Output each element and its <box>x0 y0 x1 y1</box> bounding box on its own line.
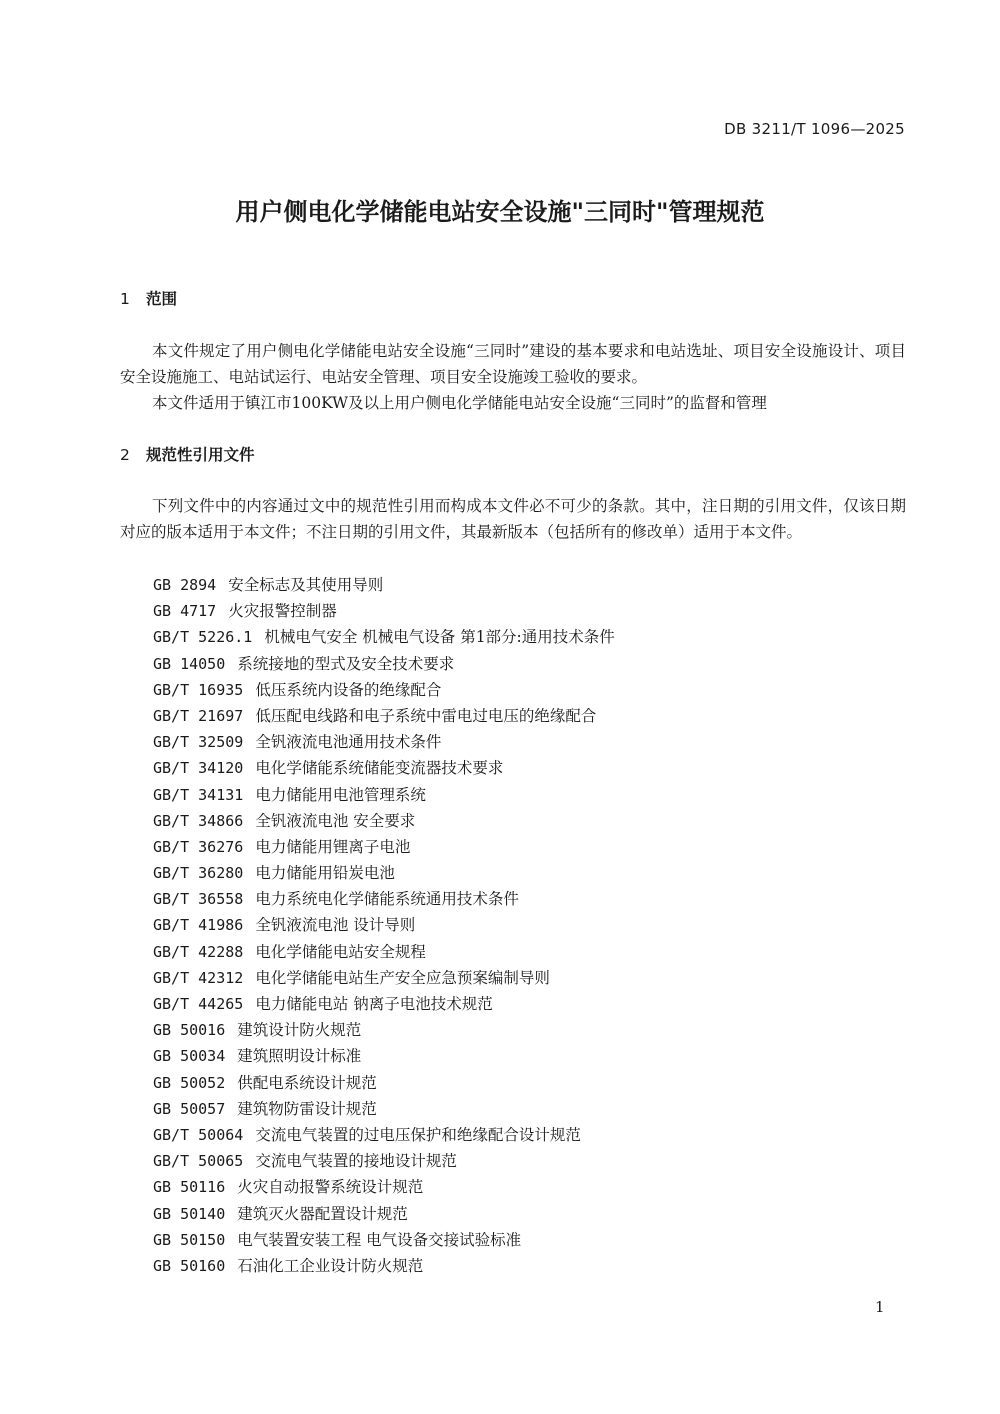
reference-title: 低压系统内设备的绝缘配合 <box>255 680 442 699</box>
reference-item <box>153 1253 615 1279</box>
document-title: 用户侧电化学储能电站安全设施"三同时"管理规范 <box>235 198 765 226</box>
reference-item <box>153 572 615 598</box>
reference-item <box>153 755 615 781</box>
reference-code: GB 2894 <box>153 576 217 594</box>
reference-item <box>153 729 615 755</box>
reference-item <box>153 991 615 1017</box>
reference-item <box>153 1227 615 1253</box>
reference-code: GB 50016 <box>153 1021 226 1040</box>
section-1-title: 范围 <box>146 290 178 308</box>
reference-title: 交流电气装置的过电压保护和绝缘配合设计规范 <box>255 1125 581 1144</box>
reference-code: GB/T 34131 <box>153 785 244 804</box>
reference-title: 电力储能用电池管理系统 <box>255 785 426 804</box>
reference-code: GB/T 5226.1 <box>153 628 253 647</box>
reference-code: GB/T 36280 <box>153 864 244 883</box>
reference-item <box>153 624 615 650</box>
reference-title: 石油化工企业设计防火规范 <box>237 1256 424 1275</box>
reference-item <box>153 1148 615 1174</box>
reference-title: 火灾自动报警系统设计规范 <box>237 1178 424 1197</box>
reference-code: GB/T 41986 <box>153 916 244 935</box>
reference-item <box>153 965 615 991</box>
reference-title: 建筑照明设计标准 <box>237 1047 362 1066</box>
reference-code: GB 50116 <box>153 1178 226 1197</box>
reference-code: GB/T 32509 <box>153 733 244 752</box>
reference-item <box>153 782 615 808</box>
reference-title: 系统接地的型式及安全技术要求 <box>237 654 455 673</box>
reference-list <box>153 572 615 1279</box>
reference-code: GB/T 21697 <box>153 706 244 725</box>
reference-title: 电气装置安装工程 电气设备交接试验标准 <box>237 1230 522 1249</box>
reference-title: 全钒液流电池 安全要求 <box>255 811 416 830</box>
reference-code: GB/T 34866 <box>153 811 244 830</box>
reference-item <box>153 1070 615 1096</box>
reference-code: GB 4717 <box>153 602 217 621</box>
reference-item <box>153 860 615 886</box>
reference-item <box>153 912 615 938</box>
reference-code: GB/T 50064 <box>153 1125 244 1144</box>
reference-code: GB/T 42288 <box>153 942 244 961</box>
reference-title: 建筑设计防火规范 <box>237 1021 362 1040</box>
reference-item <box>153 677 615 703</box>
reference-item <box>153 1096 615 1122</box>
reference-item <box>153 703 615 729</box>
reference-code: GB/T 36558 <box>153 890 244 909</box>
reference-code: GB/T 34120 <box>153 759 244 778</box>
reference-title: 建筑灭火器配置设计规范 <box>237 1204 408 1223</box>
reference-title: 电力储能用锂离子电池 <box>255 837 411 856</box>
reference-code: GB 50150 <box>153 1230 226 1249</box>
reference-item <box>153 651 615 677</box>
section-1-number: 1 <box>120 290 130 308</box>
reference-title: 火灾报警控制器 <box>228 602 337 621</box>
reference-title: 低压配电线路和电子系统中雷电过电压的绝缘配合 <box>255 706 597 725</box>
reference-code: GB/T 44265 <box>153 995 244 1013</box>
reference-title: 供配电系统设计规范 <box>237 1073 377 1092</box>
standard-code: DB 3211/T 1096—2025 <box>724 120 905 138</box>
reference-title: 电力储能电站 钠离子电池技术规范 <box>255 995 493 1013</box>
reference-item <box>153 1174 615 1200</box>
reference-item <box>153 1201 615 1227</box>
reference-code: GB 50052 <box>153 1073 226 1092</box>
scope-paragraph-2: 本文件适用于镇江市100KW及以上用户侧电化学储能电站安全设施“三同时”的监督和管理 <box>152 394 767 412</box>
section-2-number: 2 <box>120 446 130 464</box>
reference-code: GB 50034 <box>153 1047 226 1066</box>
reference-title: 电力储能用铅炭电池 <box>255 864 395 883</box>
reference-code: GB/T 16935 <box>153 680 244 699</box>
reference-title: 电化学储能电站安全规程 <box>255 942 426 961</box>
reference-title: 全钒液流电池 设计导则 <box>255 916 416 935</box>
reference-code: GB 14050 <box>153 654 226 673</box>
reference-code: GB 50057 <box>153 1099 226 1118</box>
reference-item <box>153 886 615 912</box>
section-1-heading <box>120 287 177 309</box>
reference-code: GB 50140 <box>153 1204 226 1223</box>
section-2-title: 规范性引用文件 <box>146 446 255 464</box>
references-intro: 下列文件中的内容通过文中的规范性引用而构成本文件必不可少的条款。其中，注日期的引用文件，仅该日期对应的版本适用于本文件；不注日期的引用文件，其最新版本（包括所有的修改单）适用于本文件。 <box>120 497 906 541</box>
reference-title: 电化学储能系统储能变流器技术要求 <box>255 759 504 778</box>
reference-title: 安全标志及其使用导则 <box>228 576 384 594</box>
reference-title: 电力系统电化学储能系统通用技术条件 <box>255 890 519 909</box>
reference-title: 机械电气安全 机械电气设备 第1部分:通用技术条件 <box>264 628 615 647</box>
page-number: 1 <box>875 1298 885 1316</box>
section-2-heading <box>120 443 255 465</box>
reference-code: GB/T 36276 <box>153 837 244 856</box>
reference-code: GB 50160 <box>153 1256 226 1275</box>
reference-item <box>153 834 615 860</box>
scope-paragraph-1: 本文件规定了用户侧电化学储能电站安全设施“三同时”建设的基本要求和电站选址、项目安全设施设计、项目安全设施施工、电站试运行、电站安全管理、项目安全设施竣工验收的要求。 <box>120 342 906 386</box>
reference-title: 交流电气装置的接地设计规范 <box>255 1152 457 1171</box>
reference-item <box>153 939 615 965</box>
reference-code: GB/T 42312 <box>153 968 244 987</box>
reference-item <box>153 1122 615 1148</box>
reference-code: GB/T 50065 <box>153 1152 244 1171</box>
reference-title: 全钒液流电池通用技术条件 <box>255 733 442 752</box>
reference-item <box>153 1017 615 1043</box>
reference-item <box>153 1043 615 1069</box>
reference-title: 电化学储能电站生产安全应急预案编制导则 <box>255 968 550 987</box>
reference-item <box>153 598 615 624</box>
reference-title: 建筑物防雷设计规范 <box>237 1099 377 1118</box>
reference-item <box>153 808 615 834</box>
